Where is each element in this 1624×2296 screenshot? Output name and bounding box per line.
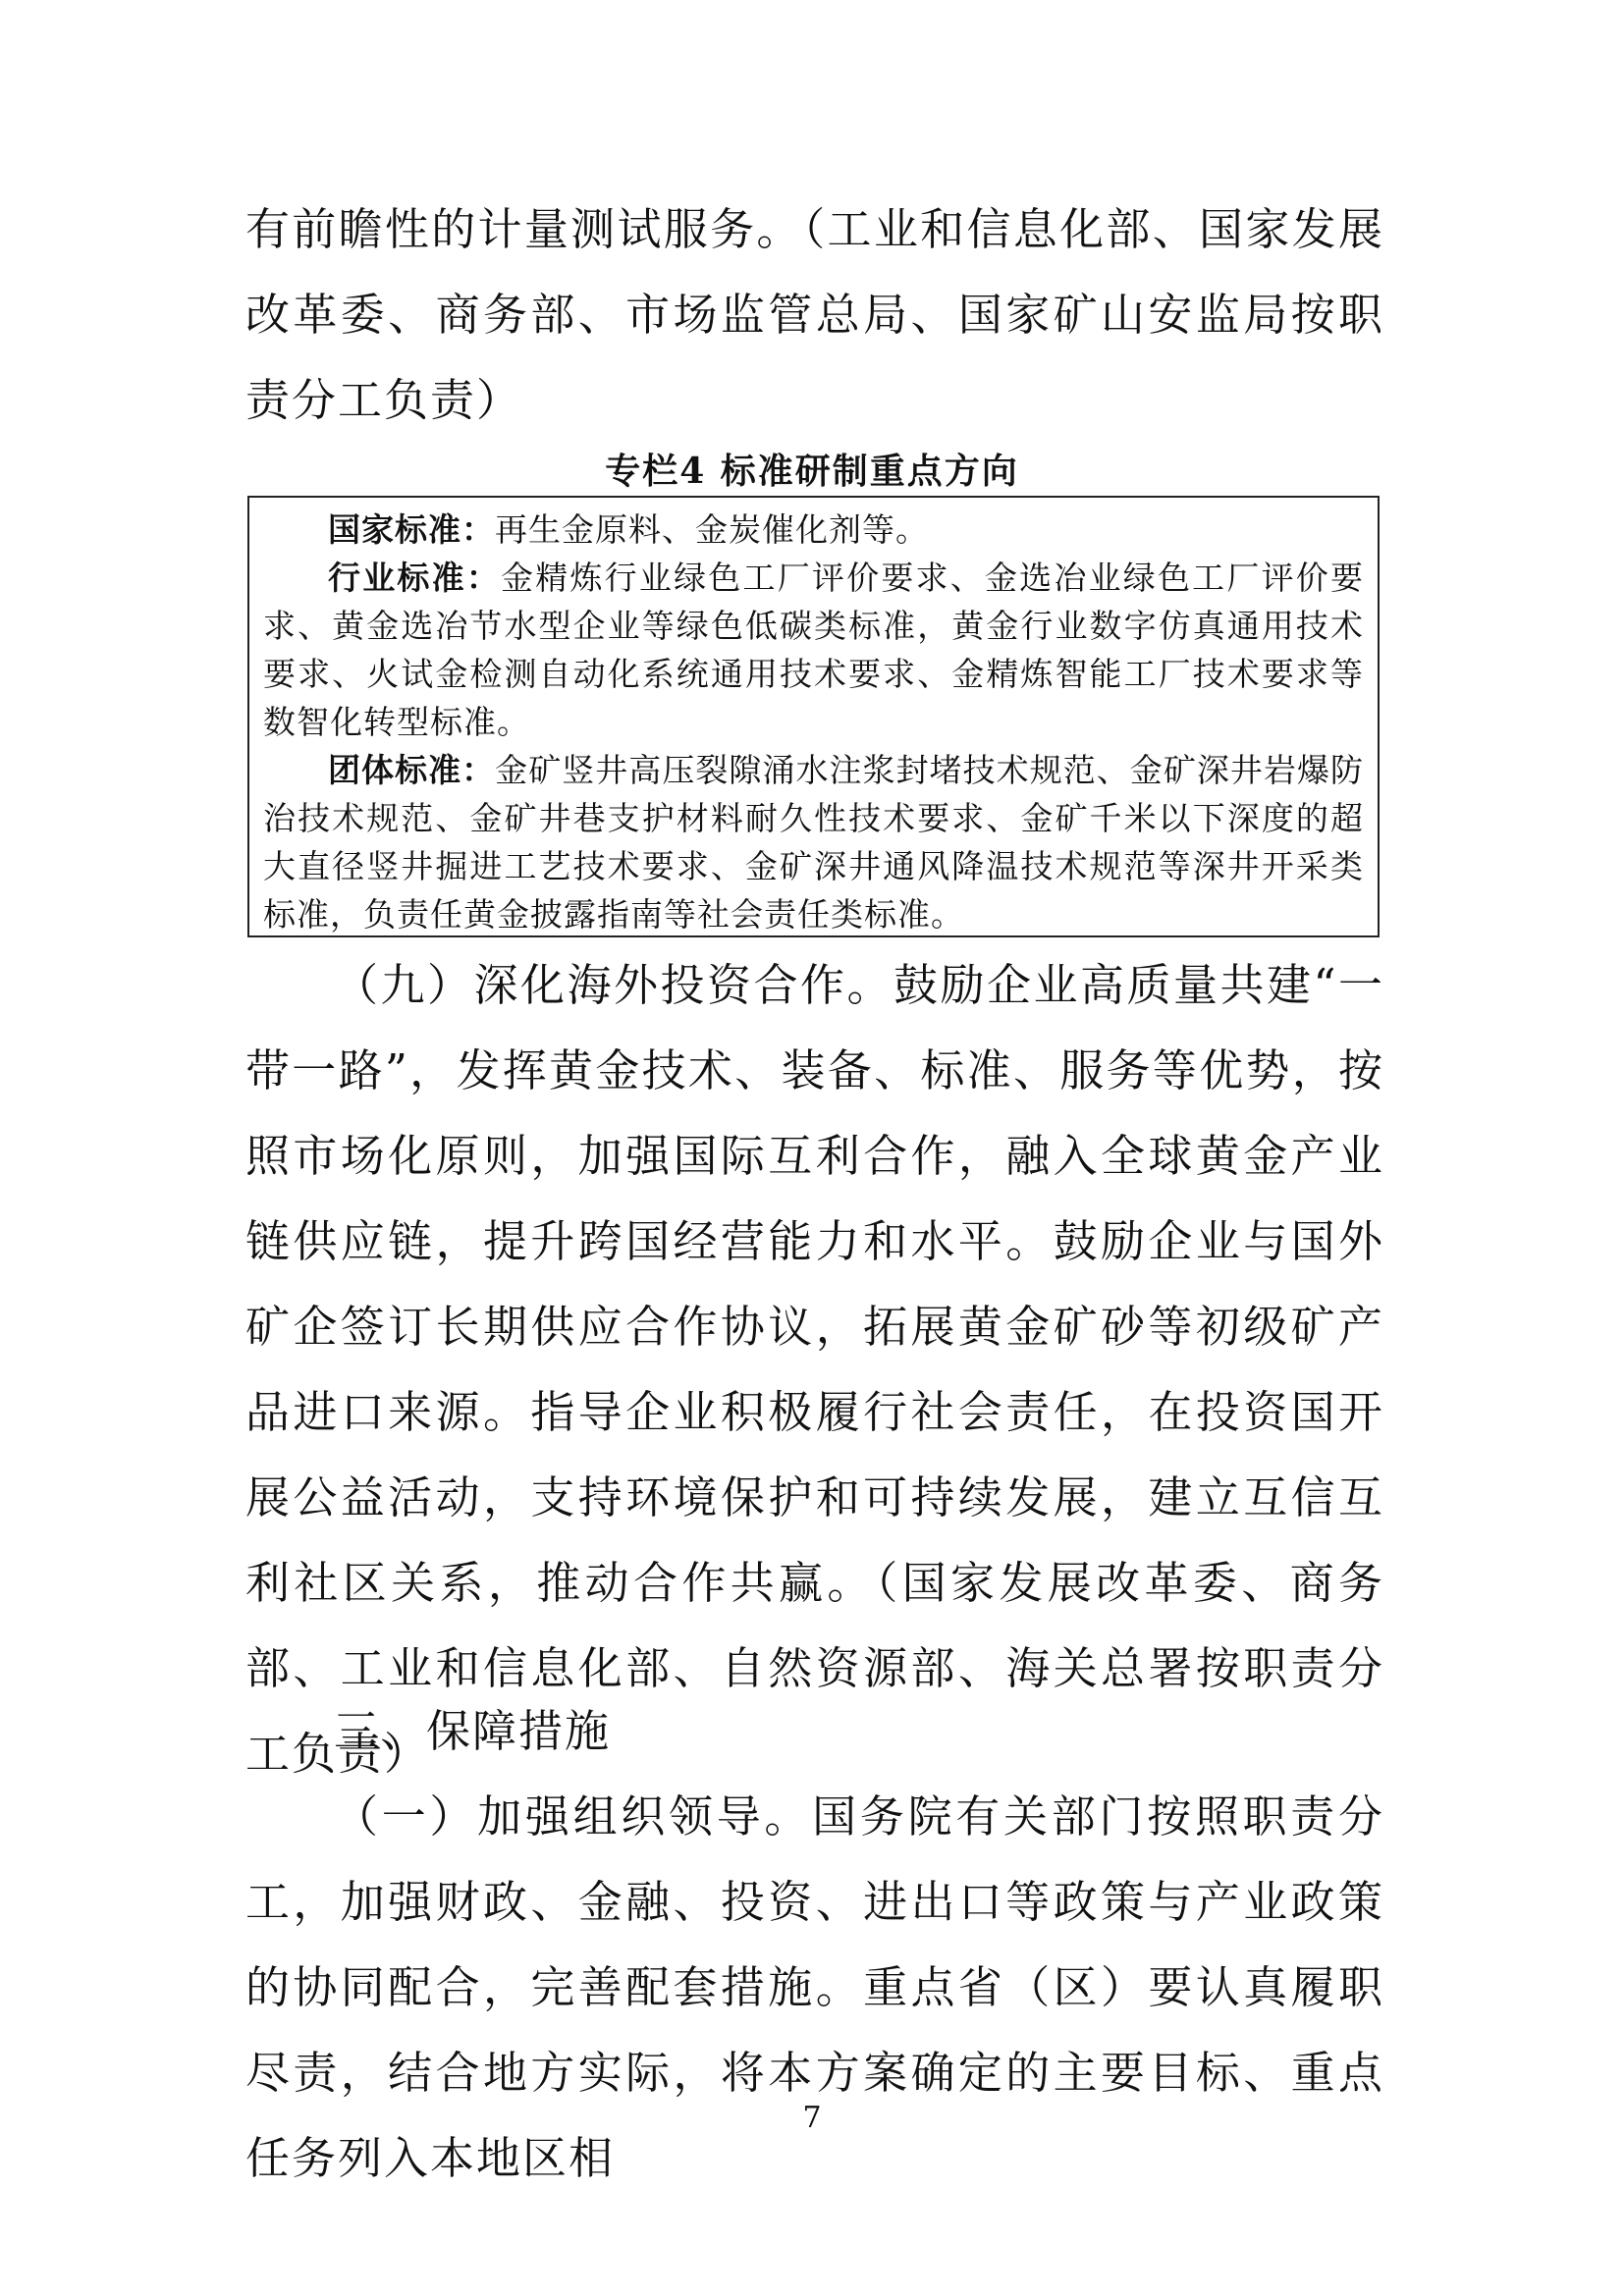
box-item-text: 再生金原料、金炭催化剂等。	[495, 510, 929, 549]
box-item-label: 团体标准：	[328, 751, 496, 789]
box-item-label: 行业标准：	[328, 559, 502, 597]
box-item-text: 金矿竖井高压裂隙涌水注浆封堵技术规范、金矿深井岩爆防治技术规范、金矿井巷支护材料耐久性技术要求、金矿千米以下深度的超大直径竖井掘进工艺技术要求、金矿深井通风降温技术规范等深井开采类标准，负责任黄金披露指南等社会责任类标准。	[263, 751, 1365, 934]
box-item-national	[263, 506, 1364, 554]
box-item-text: 金精炼行业绿色工厂评价要求、金选冶业绿色工厂评价要求、黄金选冶节水型企业等绿色低碳类标准，黄金行业数字仿真通用技术要求、火试金检测自动化系统通用技术要求、金精炼智能工厂技术要求等数智化转型标准。	[263, 559, 1365, 741]
box-item-label: 国家标准：	[328, 510, 495, 549]
section-3-heading: 三、保障措施	[334, 1705, 612, 1757]
box-item-industry	[263, 554, 1364, 746]
intro-paragraph: 有前瞻性的计量测试服务。（工业和信息化部、国家发展改革委、商务部、市场监管总局、国家矿山安监局按职责分工负责）	[245, 203, 1384, 426]
standards-box	[247, 496, 1380, 937]
box-title: 专栏4 标准研制重点方向	[605, 451, 1019, 492]
section-3-1-paragraph: （一）加强组织领导。国务院有关部门按照职责分工，加强财政、金融、投资、进出口等政策与产业政策的协同配合，完善配套措施。重点省（区）要认真履职尽责，结合地方实际，将本方案确定的主要目标、重点任务列入本地区相	[245, 1790, 1384, 2184]
section-9-paragraph: （九）深化海外投资合作。鼓励企业高质量共建“一带一路”，发挥黄金技术、装备、标准、服务等优势，按照市场化原则，加强国际互利合作，融入全球黄金产业链供应链，提升跨国经营能力和水平。鼓励企业与国外矿企签订长期供应合作协议，拓展黄金矿砂等初级矿产品进口来源。指导企业积极履行社会责任，在投资国开展公益活动，支持环境保护和可持续发展，建立互信互利社区关系，推动合作共赢。（国家发展改革委、商务部、工业和信息化部、自然资源部、海关总署按职责分工负责）	[245, 959, 1384, 1780]
box-item-group	[263, 746, 1364, 938]
page-number: 7	[802, 2101, 822, 2135]
